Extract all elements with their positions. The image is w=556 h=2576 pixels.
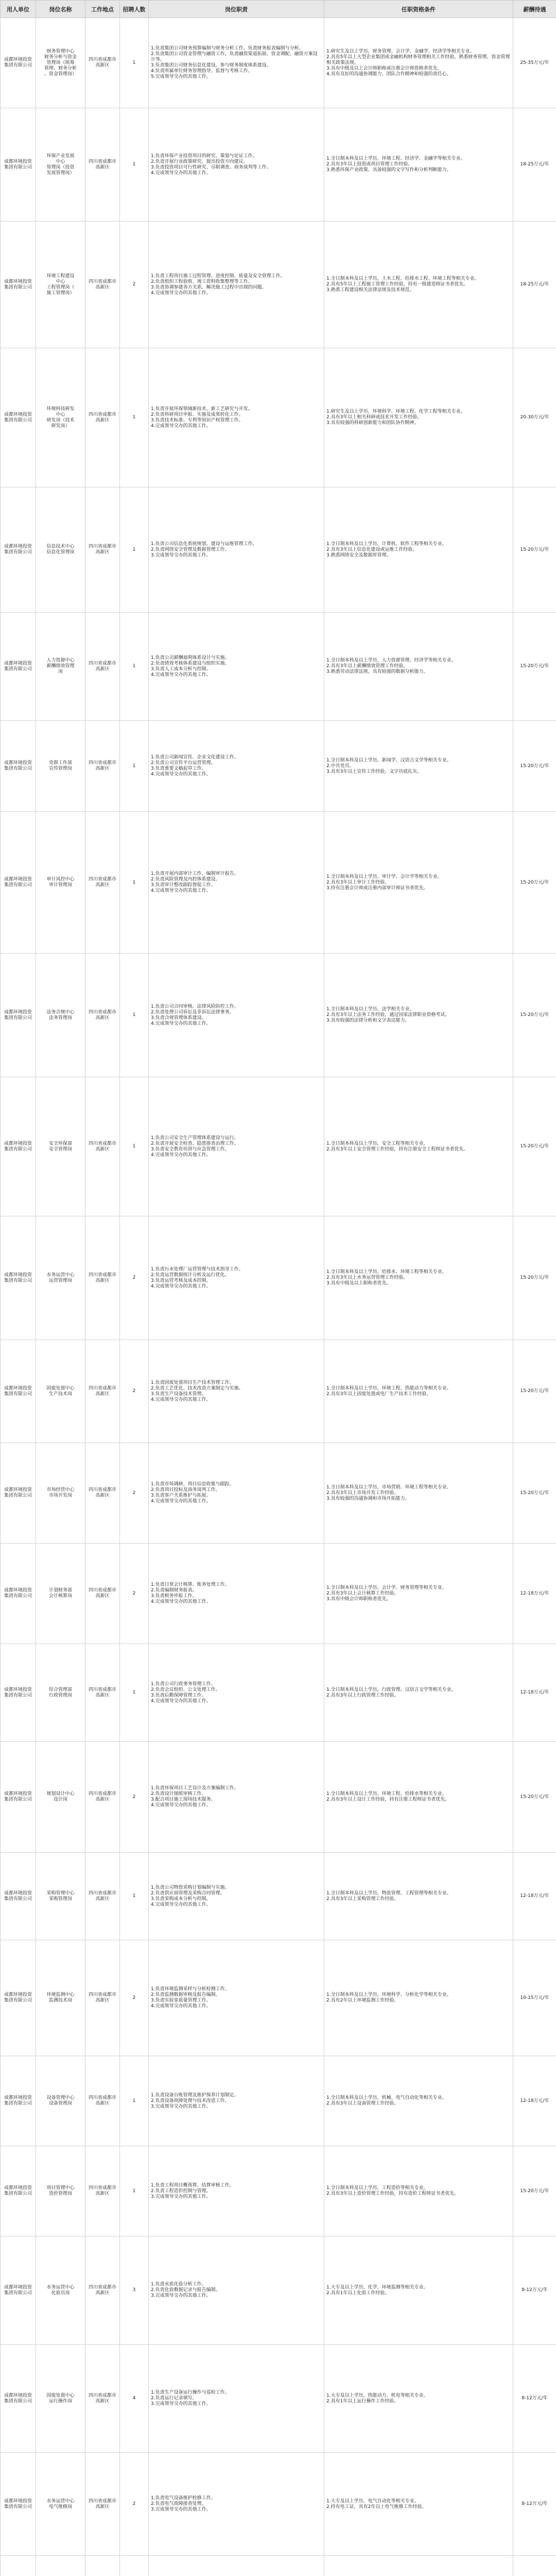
row-unit: 成都环境投资集团有限公司: [1, 1644, 36, 1742]
row-position: 固废处置中心 运行操作岗: [36, 2345, 85, 2453]
row-position: 法务合规中心 法务管理岗: [36, 954, 85, 1077]
row-duties: 1.负责工程项目施工过程管理、进度控制、质量及安全管理工作。 2.负责组织工程验收、竣工资料收集整理等工作。 3.负责协调参建各方关系，解决施工过程中出现的问题。 4.完成领导交办的其他工作。: [149, 222, 324, 348]
table-row: [1, 108, 556, 222]
row-salary: 12-18万元/年: [513, 1544, 556, 1644]
row-duties: 1.负责环保产业投资项目的研究、策划与论证工作。 2.负责开展行业政策研究，提出投资方向建议。 3.负责投资项目可行性研究、尽职调查、商务谈判等工作。 4.完成领导交办的其他工作。: [149, 108, 324, 222]
table-row: [1, 954, 556, 1077]
row-duties: 1.负责公司安全生产管理体系建设与运行。 2.负责开展安全检查、隐患排查治理工作。 3.负责安全教育培训与应急管理工作。 4.完成领导交办的其他工作。: [149, 1077, 324, 1216]
row-requirements: [324, 2556, 513, 2576]
row-position: 环境科技研发 中心 研发岗（技术 研发岗）: [36, 348, 85, 487]
row-unit: 成都环境投资集团有限公司: [1, 613, 36, 721]
row-location: 四川省成都市 高新区: [85, 2236, 120, 2345]
row-count: 1: [120, 954, 149, 1077]
row-salary: 15-20万元/年: [513, 2146, 556, 2236]
row-duties: 1.负责公司信息化系统规划、建设与运维管理工作。 2.负责网络安全管理及数据管理工作。 3.完成领导交办的其他工作。: [149, 487, 324, 613]
row-unit: 成都环境投资集团有限公司: [1, 2236, 36, 2345]
row-count: 1: [120, 1853, 149, 1940]
row-position: 信息技术中心 信息化管理岗: [36, 487, 85, 613]
row-salary: 8-12万元/年: [513, 2236, 556, 2345]
row-location: 四川省成都市 高新区: [85, 1544, 120, 1644]
row-location: 四川省成都市 高新区: [85, 1077, 120, 1216]
row-salary: 15-20万元/年: [513, 812, 556, 954]
row-requirements: 1.全日制本科及以上学历，工程造价等相关专业。 2.具有3年以上造价管理工作经验，持有造价工程师证书者优先。: [324, 2146, 513, 2236]
row-unit: 成都环境投资集团有限公司: [1, 2146, 36, 2236]
row-requirements: 1.大专及以上学历，热能动力、机电等相关专业。 2.具有1年以上运行操作工作经验。: [324, 2345, 513, 2453]
row-position: 规划设计中心 设计岗: [36, 1742, 85, 1853]
row-duties: 1.负责开展环保领域新技术、新工艺研究与开发。 2.负责科研项目申报、实施及成果转化工作。 3.负责技术标准、专利等知识产权管理工作。 4.完成领导交办的其他工作。: [149, 348, 324, 487]
row-location: 四川省成都市 高新区: [85, 1443, 120, 1544]
row-salary: 15-20万元/年: [513, 487, 556, 613]
row-location: 四川省成都市 高新区: [85, 1340, 120, 1443]
row-duties: 1.负责公司薪酬福利体系设计与实施。 2.负责绩效考核体系建设与组织实施。 3.负责人工成本分析与控制。 4.完成领导交办的其他工作。: [149, 613, 324, 721]
table-row: [1, 222, 556, 348]
table-row: [1, 2146, 556, 2236]
row-unit: 成都环境投资集团有限公司: [1, 1216, 36, 1340]
header-salary: 薪酬待遇: [513, 1, 556, 18]
row-requirements: 1.大专及以上学历，电气自动化等相关专业。 2.持有电工证，具有2年以上电气维修工作经验。: [324, 2453, 513, 2556]
header-count: 招聘人数: [120, 1, 149, 18]
row-position: [36, 2556, 85, 2576]
row-count: 1: [120, 18, 149, 108]
table-body: [1, 18, 556, 2576]
table-row: [1, 1077, 556, 1216]
row-salary: 12-18万元/年: [513, 1853, 556, 1940]
row-requirements: 1.全日制本科及以上学历，会计学、财务管理等相关专业。 2.具有3年以上会计核算工作经验。 3.具有中级会计师职称者优先。: [324, 1544, 513, 1644]
row-requirements: 1.全日制本科及以上学历，法学相关专业。 2.具有3年以上法务工作经验，通过国家法律职业资格考试。 3.具有较强的法律分析和文字表达能力。: [324, 954, 513, 1077]
row-requirements: 1.全日制本科及以上学历，环境工程、热能动力等相关专业。 2.具有3年以上固废处置或电厂生产技术工作经验。: [324, 1340, 513, 1443]
table-row: [1, 812, 556, 954]
row-requirements: 1.全日制本科及以上学历，安全工程等相关专业。 2.具有3年以上安全管理工作经验，持有注册安全工程师证书者优先。: [324, 1077, 513, 1216]
table-row: [1, 1216, 556, 1340]
row-unit: 成都环境投资集团有限公司: [1, 348, 36, 487]
row-unit: 成都环境投资集团有限公司: [1, 108, 36, 222]
row-position: 固废处置中心 生产技术岗: [36, 1340, 85, 1443]
table-row: [1, 613, 556, 721]
row-unit: 成都环境投资集团有限公司: [1, 222, 36, 348]
row-position: 环境工程建设 中心 工程管理岗（ 施工管理岗）: [36, 222, 85, 348]
row-requirements: 1.全日制本科及以上学历，计算机、软件工程等相关专业。 2.具有3年以上信息化建设或运维工作经验。 3.熟悉网络安全及数据库管理。: [324, 487, 513, 613]
row-location: 四川省成都市 高新区: [85, 721, 120, 812]
row-salary: 8-12万元/年: [513, 2453, 556, 2556]
row-salary: 8-12万元/年: [513, 2345, 556, 2453]
table-row: [1, 18, 556, 108]
table-row: [1, 2236, 556, 2345]
row-salary: 10-15万元/年: [513, 1940, 556, 2056]
row-unit: 成都环境投资集团有限公司: [1, 2453, 36, 2556]
row-location: 四川省成都市 高新区: [85, 108, 120, 222]
row-count: 2: [120, 1443, 149, 1544]
row-duties: 1.负责电气设备维护检修工作。 2.负责电气故障排查处理。 3.完成领导交办的其他工作。: [149, 2453, 324, 2556]
row-location: 四川省成都市 高新区: [85, 1216, 120, 1340]
header-position: 岗位名称: [36, 1, 85, 18]
row-salary: 25-35万元/年: [513, 18, 556, 108]
table-row: [1, 1644, 556, 1742]
row-count: 1: [120, 487, 149, 613]
row-requirements: 1.研究生及以上学历，财务管理、会计学、金融学、经济学等相关专业。 2.具有5年以上大型企业集团或金融机构财务管理相关工作经验，熟悉财务管理、资金管理相关政策法规。 3.具有中级及以上会计师职称或注册会计师资格者优先。 4.具有良好的沟通协调能力、团队合作精神和较强的责任心。: [324, 18, 513, 108]
table-row: [1, 2453, 556, 2556]
row-count: 2: [120, 1544, 149, 1644]
row-position: 采购管理中心 采购管理岗: [36, 1853, 85, 1940]
row-location: 四川省成都市 高新区: [85, 954, 120, 1077]
row-salary: 15-20万元/年: [513, 1742, 556, 1853]
row-position: 财务管理中心 财务分析与资金 管理岗（统筹 管理、财务分析 、资金管理岗）: [36, 18, 85, 108]
row-unit: 成都环境投资集团有限公司: [1, 1077, 36, 1216]
row-location: 四川省成都市 高新区: [85, 613, 120, 721]
row-count: 3: [120, 2236, 149, 2345]
row-unit: 成都环境投资集团有限公司: [1, 721, 36, 812]
table-row: [1, 1940, 556, 2056]
row-duties: 1.负责生产设备运行操作与巡检工作。 2.负责运行记录填写。 3.完成领导交办的其他工作。: [149, 2345, 324, 2453]
row-count: 1: [120, 108, 149, 222]
row-location: 四川省成都市 高新区: [85, 348, 120, 487]
row-unit: 成都环境投资集团有限公司: [1, 487, 36, 613]
row-requirements: 1.全日制本科及以上学历，人力资源管理、经济学等相关专业。 2.具有3年以上薪酬绩效管理工作经验。 3.熟悉劳动法律法规，具有较强的数据分析能力。: [324, 613, 513, 721]
row-location: 四川省成都市 高新区: [85, 1742, 120, 1853]
row-count: 1: [120, 348, 149, 487]
row-unit: 成都环境投资集团有限公司: [1, 1742, 36, 1853]
row-unit: 成都环境投资集团有限公司: [1, 1443, 36, 1544]
row-requirements: 1.全日制本科及以上学历，环境科学、分析化学等相关专业。 2.具有2年以上环境监测工作经验。: [324, 1940, 513, 2056]
row-unit: 成都环境投资集团有限公司: [1, 2056, 36, 2146]
row-duties: 1.负责设备台账管理及维护保养计划制定。 2.负责设备故障处理与技术改造工作。 3.完成领导交办的其他工作。: [149, 2056, 324, 2146]
row-salary: 15-20万元/年: [513, 1077, 556, 1216]
row-count: 1: [120, 613, 149, 721]
row-requirements: 1.全日制本科及以上学历，物流管理、工程管理等相关专业。 2.具有3年以上采购管理工作经验。: [324, 1853, 513, 1940]
row-salary: 18-25万元/年: [513, 108, 556, 222]
row-duties: 1.负责日常会计核算、账务处理工作。 2.负责编制财务报表。 3.负责税务申报工作。 4.完成领导交办的其他工作。: [149, 1544, 324, 1644]
table-row: [1, 2056, 556, 2146]
row-count: 2: [120, 1216, 149, 1340]
row-salary: 12-18万元/年: [513, 1644, 556, 1742]
row-position: 项目管理中心 造价管理岗: [36, 2146, 85, 2236]
row-location: 四川省成都市 高新区: [85, 812, 120, 954]
row-duties: 1.负责集团公司财务预算编制与财务分析工作，负责财务报表编制与分析。 2.负责集团公司资金管理与融资工作，负责融资渠道拓展、资金调配、融资方案设计等。 3.负责集团公司财务信息化建设，参与财务制度体系建设。 4.负责所属单位财务管理指导、监督与考核工作。 5.完成领导交办的其他工作。: [149, 18, 324, 108]
row-unit: [1, 2556, 36, 2576]
row-position: 计划财务部 会计核算岗: [36, 1544, 85, 1644]
row-salary: 18-25万元/年: [513, 222, 556, 348]
row-count: 1: [120, 812, 149, 954]
row-requirements: 1.全日制本科及以上学历，审计学、会计学等相关专业。 2.具有3年以上审计工作经验。 3.持有注册会计师或注册内部审计师证书者优先。: [324, 812, 513, 954]
row-count: 1: [120, 2146, 149, 2236]
table-row: [1, 348, 556, 487]
row-requirements: 1.全日制本科及以上学历，给排水、环境工程等相关专业。 2.具有3年以上水务运营管理工作经验。 3.具有中级及以上职称者优先。: [324, 1216, 513, 1340]
row-position: 市场经营中心 市场开发岗: [36, 1443, 85, 1544]
row-position: 水务运营中心 运营管理岗: [36, 1216, 85, 1340]
row-requirements: 1.全日制本科及以上学历，环境工程、给排水等相关专业。 2.具有3年以上设计工作经验，持有注册工程师证书者优先。: [324, 1742, 513, 1853]
row-count: 2: [120, 222, 149, 348]
row-location: 四川省成都市 高新区: [85, 2146, 120, 2236]
row-unit: 成都环境投资集团有限公司: [1, 18, 36, 108]
row-salary: 15-20万元/年: [513, 1340, 556, 1443]
row-salary: 15-20万元/年: [513, 721, 556, 812]
row-duties: 1.负责公司物资采购计划编制与实施。 2.负责供应商管理及采购合同管理。 3.负责采购成本分析与控制。 4.完成领导交办的其他工作。: [149, 1853, 324, 1940]
row-duties: 1.负责公司新闻宣传、企业文化建设工作。 2.负责公司宣传平台运营管理。 3.负责重要文稿起草工作。 4.完成领导交办的其他工作。: [149, 721, 324, 812]
row-duties: 1.负责环境监测采样与分析检测工作。 2.负责监测数据审核及报告编制。 3.负责实验室质量管理工作。 4.完成领导交办的其他工作。: [149, 1940, 324, 2056]
row-duties: [149, 2556, 324, 2576]
row-requirements: 1.全日制本科及以上学历，机械、电气自动化等相关专业。 2.具有3年以上设备管理工作经验。: [324, 2056, 513, 2146]
row-requirements: 1.全日制本科及以上学历，土木工程、给排水工程、环境工程等相关专业。 2.具有5年以上工程施工管理工作经验，持有一级建造师证书者优先。 3.熟悉工程建设相关法律法规及技术规范。: [324, 222, 513, 348]
table-row: [1, 1742, 556, 1853]
row-count: 2: [120, 1340, 149, 1443]
row-position: 水务运营中心 化验员岗: [36, 2236, 85, 2345]
row-count: [120, 2556, 149, 2576]
table-row: [1, 1544, 556, 1644]
table-row: [1, 487, 556, 613]
row-location: 四川省成都市 高新区: [85, 222, 120, 348]
row-salary: 15-20万元/年: [513, 613, 556, 721]
row-position: 党群工作部 宣传管理岗: [36, 721, 85, 812]
row-position: 人力资源中心 薪酬绩效管理 岗: [36, 613, 85, 721]
row-salary: 15-20万元/年: [513, 1443, 556, 1544]
row-count: 1: [120, 1077, 149, 1216]
row-duties: 1.负责市场调研、项目信息收集与跟踪。 2.负责项目投标及商务谈判工作。 3.负责客户关系维护与拓展。 4.完成领导交办的其他工作。: [149, 1443, 324, 1544]
row-count: 2: [120, 1940, 149, 2056]
table-row: [1, 1340, 556, 1443]
row-count: 2: [120, 2453, 149, 2556]
row-position: 环境监测中心 监测技术岗: [36, 1940, 85, 2056]
row-location: [85, 2556, 120, 2576]
row-duties: 1.负责开展内部审计工作，编制审计报告。 2.负责风险管理及内控体系建设。 3.负责审计整改跟踪督促工作。 4.完成领导交办的其他工作。: [149, 812, 324, 954]
table-row: [1, 2556, 556, 2576]
header-requirements: 任职资格条件: [324, 1, 513, 18]
row-location: 四川省成都市 高新区: [85, 487, 120, 613]
row-position: 水务运营中心 电气维修岗: [36, 2453, 85, 2556]
row-location: 四川省成都市 高新区: [85, 2056, 120, 2146]
row-location: 四川省成都市 高新区: [85, 1644, 120, 1742]
row-position: 综合管理部 行政管理岗: [36, 1644, 85, 1742]
row-requirements: 1.研究生及以上学历，环境科学、环境工程、化学工程等相关专业。 2.具有3年以上相关科研或技术开发工作经验。 3.具有较强的科研创新能力和团队协作精神。: [324, 348, 513, 487]
row-salary: 20-30万元/年: [513, 348, 556, 487]
row-requirements: 1.大专及以上学历，化学、环境监测等相关专业。 2.具有1年以上化验工作经验。: [324, 2236, 513, 2345]
table-row: [1, 1853, 556, 1940]
row-duties: 1.负责工程项目概预算、结算审核工作。 2.负责工程造价控制与管理。 3.完成领导交办的其他工作。: [149, 2146, 324, 2236]
row-position: 安全环保部 安全管理岗: [36, 1077, 85, 1216]
row-requirements: 1.全日制本科及以上学历，环境工程、经济学、金融学等相关专业。 2.具有3年以上投资或项目管理工作经验。 3.熟悉环保产业政策、具备较强的文字写作和分析判断能力。: [324, 108, 513, 222]
row-unit: 成都环境投资集团有限公司: [1, 812, 36, 954]
header-duties: 岗位职责: [149, 1, 324, 18]
row-count: 1: [120, 721, 149, 812]
table-header-row: [1, 1, 556, 18]
table-row: [1, 1443, 556, 1544]
row-duties: 1.负责固废处置项目生产技术管理工作。 2.负责工艺优化、技术改造方案制定与实施。 3.负责生产设备技术管理。 4.完成领导交办的其他工作。: [149, 1340, 324, 1443]
row-location: 四川省成都市 高新区: [85, 1940, 120, 2056]
row-salary: 12-18万元/年: [513, 2056, 556, 2146]
row-duties: 1.负责公司行政事务管理工作。 2.负责会议组织、公文处理工作。 3.负责后勤保障管理工作。 4.完成领导交办的其他工作。: [149, 1644, 324, 1742]
row-position: 环保产业发展 中心 管理岗（投资 发展管理岗）: [36, 108, 85, 222]
table-row: [1, 2345, 556, 2453]
row-salary: 15-20万元/年: [513, 954, 556, 1077]
header-unit: 用人单位: [1, 1, 36, 18]
row-duties: 1.负责污水处理厂运营管理与技术指导工作。 2.负责运营数据统计分析及运行优化。 3.负责运营考核及成本控制。 4.完成领导交办的其他工作。: [149, 1216, 324, 1340]
row-requirements: 1.全日制本科及以上学历，新闻学、汉语言文学等相关专业。 2.中共党员。 3.具有3年以上宣传工作经验，文字功底扎实。: [324, 721, 513, 812]
row-duties: 1.负责水质化验分析工作。 2.负责化验数据记录与报告编制。 3.完成领导交办的其他工作。: [149, 2236, 324, 2345]
row-salary: [513, 2556, 556, 2576]
row-count: 2: [120, 1742, 149, 1853]
row-location: 四川省成都市 高新区: [85, 1853, 120, 1940]
row-requirements: 1.全日制本科及以上学历，市场营销、环境工程等相关专业。 2.具有3年以上市场开发工作经验。 3.具有较强的沟通协调和市场开拓能力。: [324, 1443, 513, 1544]
row-unit: 成都环境投资集团有限公司: [1, 1340, 36, 1443]
row-location: 四川省成都市 高新区: [85, 18, 120, 108]
row-unit: 成都环境投资集团有限公司: [1, 2345, 36, 2453]
row-location: 四川省成都市 高新区: [85, 2453, 120, 2556]
row-unit: 成都环境投资集团有限公司: [1, 954, 36, 1077]
row-unit: 成都环境投资集团有限公司: [1, 1940, 36, 2056]
row-unit: 成都环境投资集团有限公司: [1, 1853, 36, 1940]
row-duties: 1.负责环保项目工艺设计及方案编制工作。 2.负责设计图纸审核工作。 3.配合项目施工现场技术服务。 4.完成领导交办的其他工作。: [149, 1742, 324, 1853]
row-salary: 15-20万元/年: [513, 1216, 556, 1340]
row-count: 4: [120, 2345, 149, 2453]
table-row: [1, 721, 556, 812]
row-count: 1: [120, 1644, 149, 1742]
row-requirements: 1.全日制本科及以上学历，行政管理、汉语言文学等相关专业。 2.具有3年以上行政管理工作经验。: [324, 1644, 513, 1742]
row-position: 设备管理中心 设备管理岗: [36, 2056, 85, 2146]
row-duties: 1.负责公司合同审核、法律风险防控工作。 2.负责处理公司诉讼及非诉讼法律事务。 3.负责合规管理体系建设。 4.完成领导交办的其他工作。: [149, 954, 324, 1077]
row-position: 审计风控中心 审计管理岗: [36, 812, 85, 954]
header-location: 工作地点: [85, 1, 120, 18]
row-location: 四川省成都市 高新区: [85, 2345, 120, 2453]
row-count: 1: [120, 2056, 149, 2146]
row-unit: 成都环境投资集团有限公司: [1, 1544, 36, 1644]
